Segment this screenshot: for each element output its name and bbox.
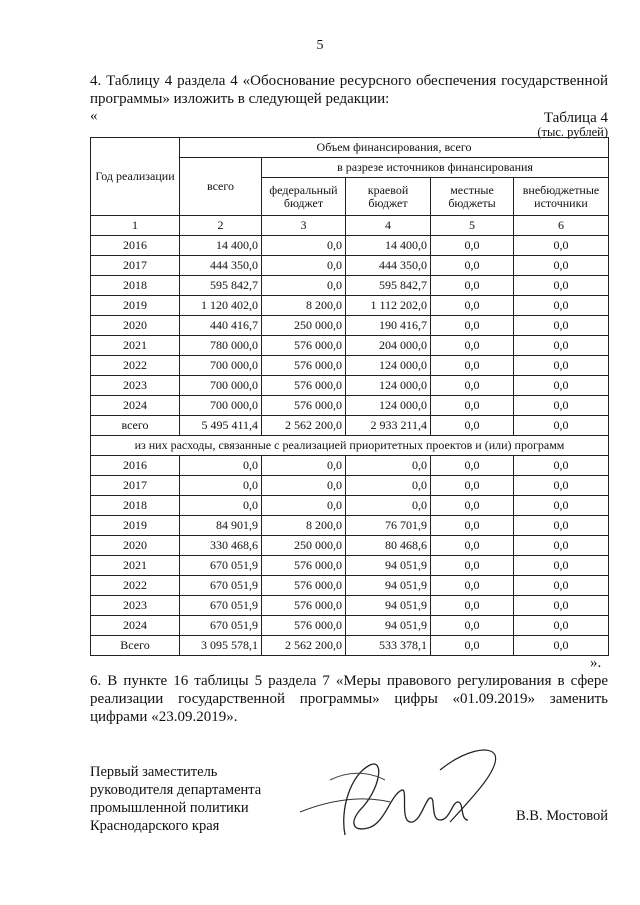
- value-cell: 0,0: [514, 376, 609, 396]
- value-cell: 0,0: [346, 476, 431, 496]
- value-cell: 576 000,0: [262, 576, 346, 596]
- value-cell: 0,0: [262, 476, 346, 496]
- value-cell: 0,0: [514, 236, 609, 256]
- signature-line: Первый заместитель: [90, 764, 218, 780]
- header-by-sources: в разрезе источников финансирования: [262, 158, 609, 178]
- signature-line: Краснодарского края: [90, 818, 220, 834]
- year-cell: 2024: [91, 616, 180, 636]
- value-cell: 2 562 200,0: [262, 636, 346, 656]
- value-cell: 0,0: [431, 256, 514, 276]
- value-cell: 94 051,9: [346, 596, 431, 616]
- year-cell: 2019: [91, 516, 180, 536]
- year-cell: 2018: [91, 496, 180, 516]
- signature-line: промышленной политики: [90, 800, 249, 816]
- paragraph-4: 4. Таблицу 4 раздела 4 «Обоснование ресурсного обеспечения государственной программы» изложить в следующей редакции:: [90, 73, 608, 107]
- value-cell: 0,0: [431, 276, 514, 296]
- header-federal: федеральный бюджет: [262, 178, 346, 216]
- value-cell: 0,0: [431, 456, 514, 476]
- table-row: [91, 456, 609, 476]
- value-cell: 0,0: [180, 476, 262, 496]
- value-cell: 80 468,6: [346, 536, 431, 556]
- value-cell: 204 000,0: [346, 336, 431, 356]
- value-cell: 190 416,7: [346, 316, 431, 336]
- value-cell: 0,0: [514, 296, 609, 316]
- value-cell: 576 000,0: [262, 336, 346, 356]
- year-cell: 2020: [91, 536, 180, 556]
- value-cell: 8 200,0: [262, 296, 346, 316]
- closing-quote: ».: [590, 655, 602, 671]
- year-cell: 2018: [91, 276, 180, 296]
- value-cell: 0,0: [514, 356, 609, 376]
- table-row: [91, 596, 609, 616]
- table-row: [91, 416, 609, 436]
- year-cell: 2024: [91, 396, 180, 416]
- value-cell: 0,0: [431, 516, 514, 536]
- header-regional: краевой бюджет: [346, 178, 431, 216]
- value-cell: 124 000,0: [346, 376, 431, 396]
- table-row: [91, 376, 609, 396]
- table-row: [91, 236, 609, 256]
- year-cell: 2020: [91, 316, 180, 336]
- value-cell: 0,0: [431, 336, 514, 356]
- value-cell: 700 000,0: [180, 376, 262, 396]
- value-cell: 576 000,0: [262, 356, 346, 376]
- year-cell: 2022: [91, 576, 180, 596]
- value-cell: 2 933 211,4: [346, 416, 431, 436]
- column-number: 3: [262, 216, 346, 236]
- year-cell: 2016: [91, 456, 180, 476]
- value-cell: 670 051,9: [180, 596, 262, 616]
- opening-quote: «: [90, 108, 98, 124]
- table-row: [91, 356, 609, 376]
- value-cell: 250 000,0: [262, 536, 346, 556]
- value-cell: 3 095 578,1: [180, 636, 262, 656]
- value-cell: 1 112 202,0: [346, 296, 431, 316]
- value-cell: 5 495 411,4: [180, 416, 262, 436]
- table-row: [91, 536, 609, 556]
- value-cell: 0,0: [431, 316, 514, 336]
- value-cell: 0,0: [431, 636, 514, 656]
- table-unit: (тыс. рублей): [537, 125, 608, 139]
- value-cell: 0,0: [431, 596, 514, 616]
- value-cell: 84 901,9: [180, 516, 262, 536]
- table-row: [91, 256, 609, 276]
- value-cell: 0,0: [514, 616, 609, 636]
- value-cell: 0,0: [431, 296, 514, 316]
- value-cell: 0,0: [431, 556, 514, 576]
- table-row: [91, 316, 609, 336]
- value-cell: 0,0: [514, 576, 609, 596]
- value-cell: 0,0: [431, 416, 514, 436]
- value-cell: 2 562 200,0: [262, 416, 346, 436]
- table-row: [91, 276, 609, 296]
- value-cell: 0,0: [262, 496, 346, 516]
- value-cell: 444 350,0: [346, 256, 431, 276]
- value-cell: 94 051,9: [346, 576, 431, 596]
- table-caption: Таблица 4: [543, 110, 608, 126]
- value-cell: 700 000,0: [180, 356, 262, 376]
- value-cell: 576 000,0: [262, 616, 346, 636]
- value-cell: 76 701,9: [346, 516, 431, 536]
- table-row: [91, 336, 609, 356]
- value-cell: 0,0: [514, 416, 609, 436]
- column-number: 1: [91, 216, 180, 236]
- value-cell: 1 120 402,0: [180, 296, 262, 316]
- value-cell: 0,0: [262, 256, 346, 276]
- signature-line: руководителя департамента: [90, 782, 262, 798]
- value-cell: 0,0: [514, 316, 609, 336]
- value-cell: 0,0: [180, 456, 262, 476]
- value-cell: 0,0: [431, 616, 514, 636]
- header-year: Год реализации: [91, 138, 180, 216]
- value-cell: 780 000,0: [180, 336, 262, 356]
- value-cell: 0,0: [431, 356, 514, 376]
- value-cell: 0,0: [262, 456, 346, 476]
- value-cell: 0,0: [180, 496, 262, 516]
- value-cell: 94 051,9: [346, 616, 431, 636]
- year-cell: 2022: [91, 356, 180, 376]
- value-cell: 0,0: [431, 236, 514, 256]
- year-cell: 2016: [91, 236, 180, 256]
- value-cell: 0,0: [514, 536, 609, 556]
- value-cell: 0,0: [514, 476, 609, 496]
- priority-rows: [91, 456, 609, 656]
- header-extrabudgetary: внебюджетные источники: [514, 178, 609, 216]
- header-financing-total: Объем финансирования, всего: [180, 138, 609, 158]
- year-cell: 2023: [91, 596, 180, 616]
- table-row: [91, 636, 609, 656]
- year-cell: Всего: [91, 636, 180, 656]
- signer-name: В.В. Мостовой: [516, 808, 608, 824]
- table-row: [91, 476, 609, 496]
- year-cell: всего: [91, 416, 180, 436]
- value-cell: 0,0: [514, 336, 609, 356]
- value-cell: 0,0: [514, 256, 609, 276]
- value-cell: 595 842,7: [346, 276, 431, 296]
- value-cell: 0,0: [431, 476, 514, 496]
- year-cell: 2021: [91, 556, 180, 576]
- signature-block: [90, 763, 261, 835]
- value-cell: 670 051,9: [180, 576, 262, 596]
- value-cell: 124 000,0: [346, 396, 431, 416]
- financing-table: [90, 137, 609, 656]
- value-cell: 576 000,0: [262, 556, 346, 576]
- value-cell: 576 000,0: [262, 396, 346, 416]
- year-cell: 2017: [91, 256, 180, 276]
- handwritten-signature: [290, 740, 510, 850]
- priority-section-label: из них расходы, связанные с реализацией приоритетных проектов и (или) программ: [91, 436, 609, 456]
- value-cell: 94 051,9: [346, 556, 431, 576]
- value-cell: 14 400,0: [346, 236, 431, 256]
- value-cell: 444 350,0: [180, 256, 262, 276]
- value-cell: 0,0: [262, 236, 346, 256]
- page-number: 5: [316, 38, 324, 53]
- value-cell: 0,0: [431, 376, 514, 396]
- header-local: местные бюджеты: [431, 178, 514, 216]
- year-cell: 2017: [91, 476, 180, 496]
- table-row: [91, 396, 609, 416]
- column-numbers-row: [91, 216, 609, 236]
- value-cell: 0,0: [514, 596, 609, 616]
- value-cell: 0,0: [514, 396, 609, 416]
- value-cell: 576 000,0: [262, 376, 346, 396]
- value-cell: 0,0: [431, 496, 514, 516]
- value-cell: 533 378,1: [346, 636, 431, 656]
- table-row: [91, 576, 609, 596]
- value-cell: 330 468,6: [180, 536, 262, 556]
- value-cell: 0,0: [514, 276, 609, 296]
- year-cell: 2019: [91, 296, 180, 316]
- value-cell: 0,0: [262, 276, 346, 296]
- paragraph-6: 6. В пункте 16 таблицы 5 раздела 7 «Меры правового регулирования в сфере реализации государственной программы» цифры «01.09.2019» заменить цифрами «23.09.2019».: [90, 673, 608, 725]
- year-cell: 2023: [91, 376, 180, 396]
- table-row: [91, 496, 609, 516]
- value-cell: 576 000,0: [262, 596, 346, 616]
- value-cell: 8 200,0: [262, 516, 346, 536]
- value-cell: 0,0: [431, 536, 514, 556]
- column-number: 2: [180, 216, 262, 236]
- value-cell: 0,0: [514, 636, 609, 656]
- main-rows: [91, 236, 609, 436]
- value-cell: 250 000,0: [262, 316, 346, 336]
- value-cell: 700 000,0: [180, 396, 262, 416]
- value-cell: 595 842,7: [180, 276, 262, 296]
- value-cell: 440 416,7: [180, 316, 262, 336]
- value-cell: 670 051,9: [180, 616, 262, 636]
- table-row: [91, 556, 609, 576]
- value-cell: 0,0: [431, 576, 514, 596]
- value-cell: 0,0: [431, 396, 514, 416]
- value-cell: 124 000,0: [346, 356, 431, 376]
- value-cell: 0,0: [346, 496, 431, 516]
- value-cell: 14 400,0: [180, 236, 262, 256]
- value-cell: 0,0: [514, 516, 609, 536]
- table-row: [91, 616, 609, 636]
- header-total: всего: [180, 158, 262, 216]
- value-cell: 0,0: [514, 556, 609, 576]
- column-number: 5: [431, 216, 514, 236]
- column-number: 6: [514, 216, 609, 236]
- value-cell: 0,0: [346, 456, 431, 476]
- year-cell: 2021: [91, 336, 180, 356]
- value-cell: 670 051,9: [180, 556, 262, 576]
- value-cell: 0,0: [514, 456, 609, 476]
- table-row: [91, 296, 609, 316]
- value-cell: 0,0: [514, 496, 609, 516]
- column-number: 4: [346, 216, 431, 236]
- table-row: [91, 516, 609, 536]
